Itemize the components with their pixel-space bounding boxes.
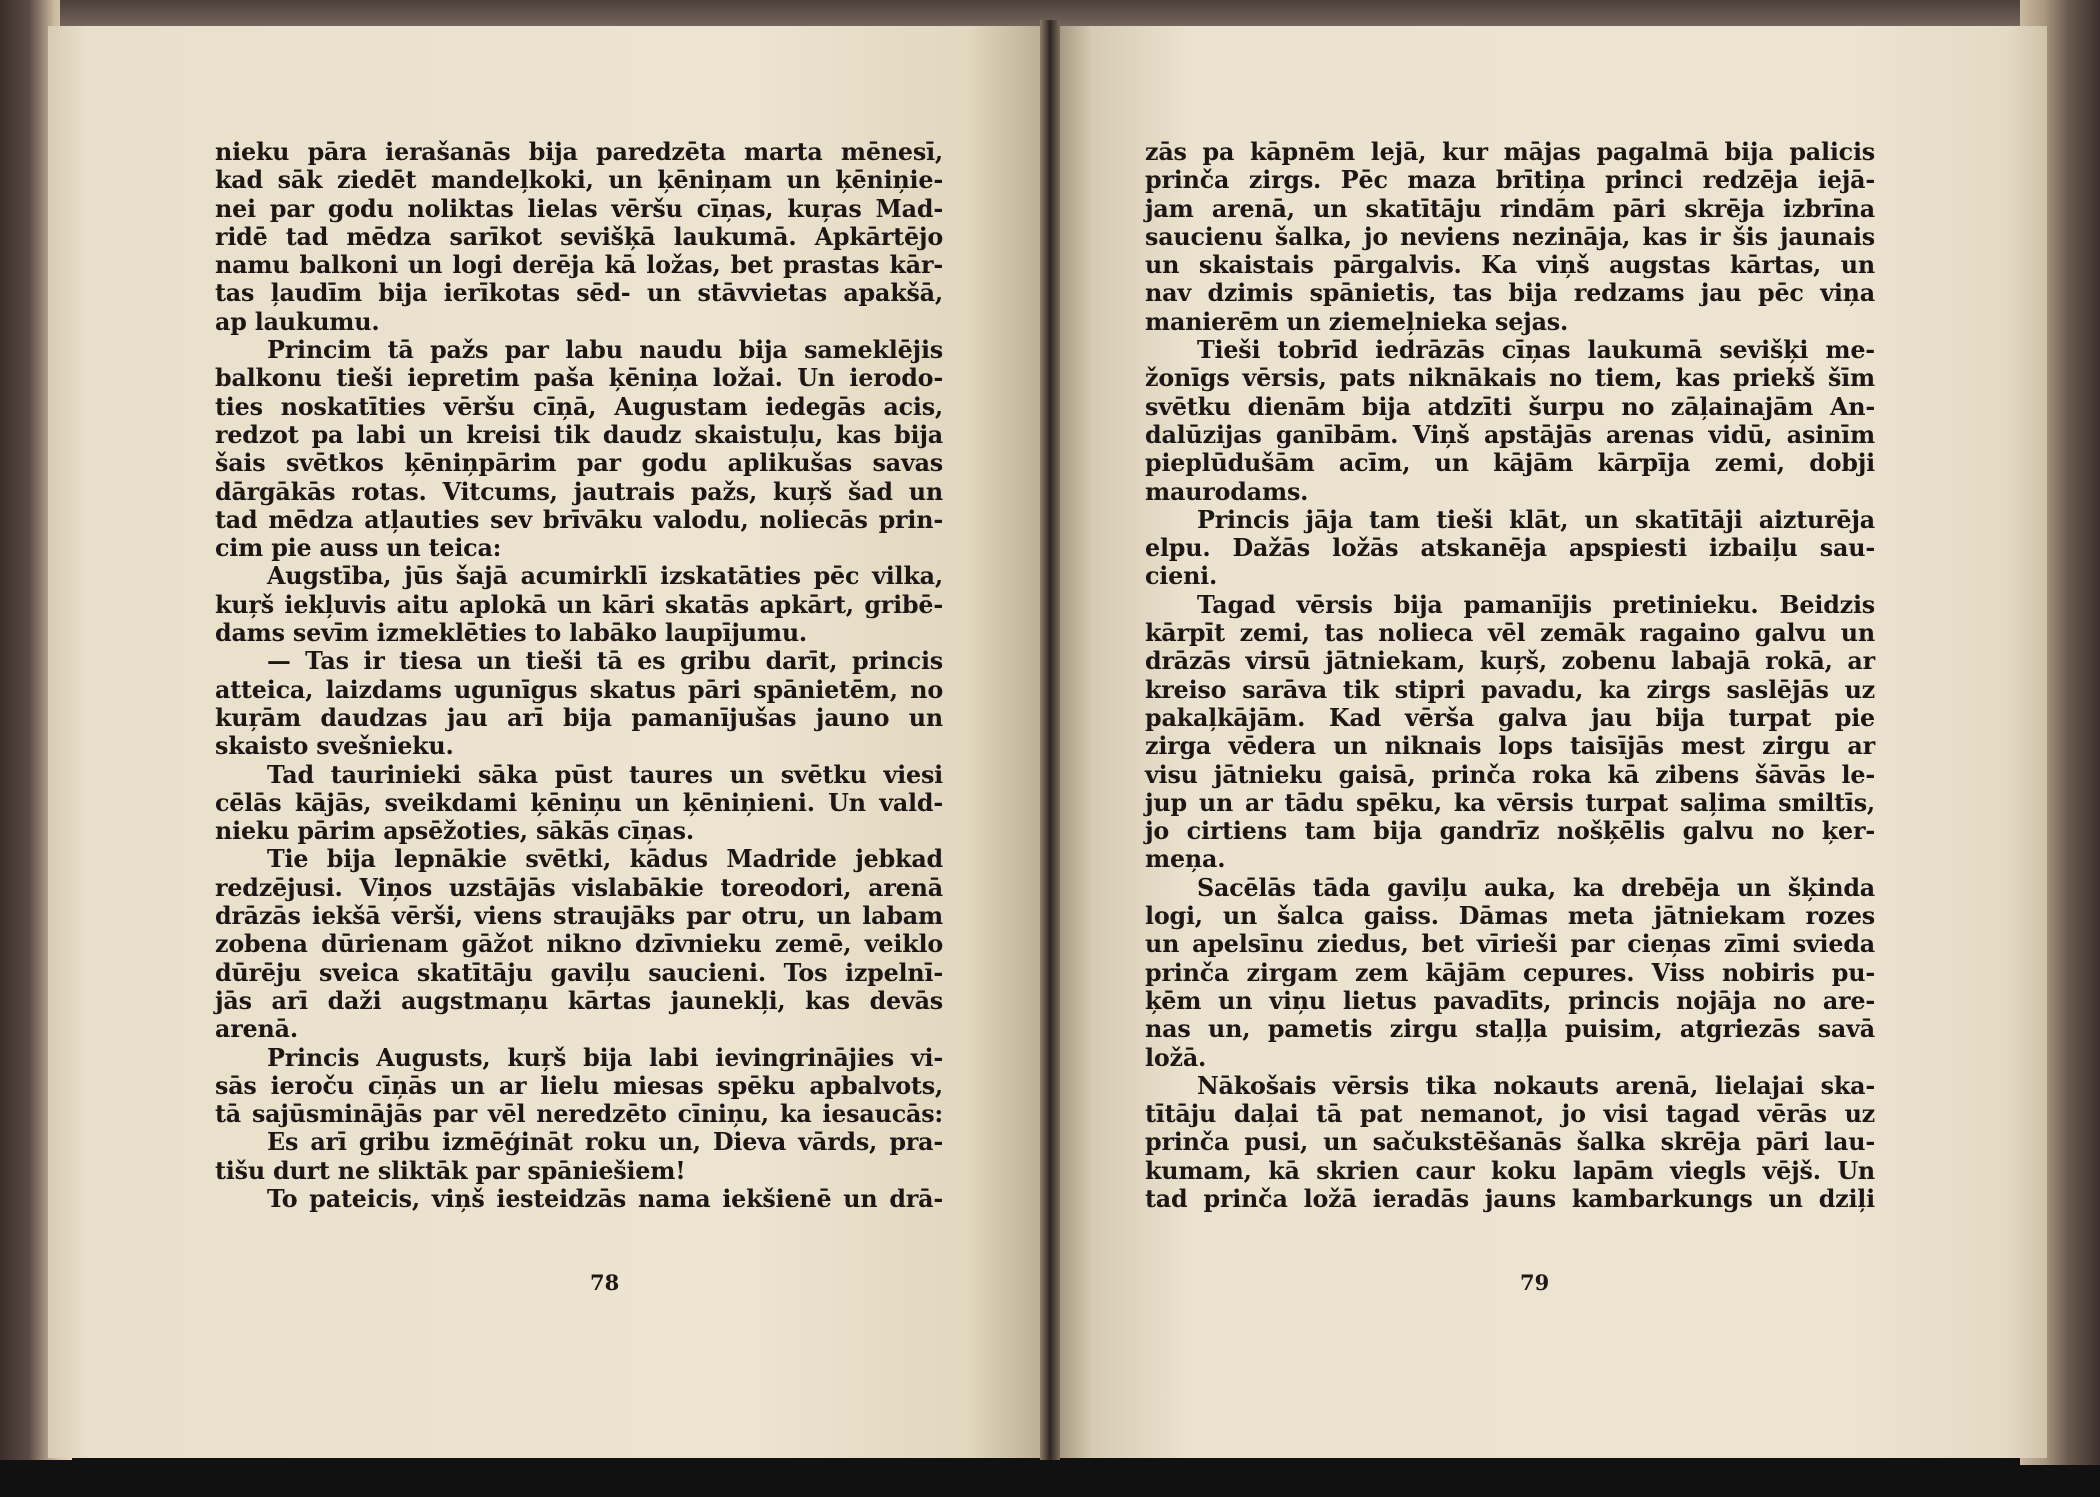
- text-line: meņa.: [1145, 845, 1226, 874]
- text-line: prinča pusi, un sačukstēšanās šalka skrēja pāri lau-: [1145, 1128, 1875, 1157]
- text-line: Tad taurinieki sāka pūst taures un svētku viesi: [267, 760, 943, 789]
- text-line: tad prinča ložā ieradās jauns kambarkungs un dziļi: [1145, 1184, 1875, 1213]
- text-line: Nākošais vērsis tika nokauts arenā, lielajai ska-: [1197, 1071, 1875, 1100]
- text-line: kuŗš iekļuvis aitu aplokā un kāri skatās apkārt, gribē-: [215, 590, 943, 619]
- text-line: pakaļkājām. Kad vērša galva jau bija turpat pie: [1145, 703, 1875, 732]
- text-line: Tieši tobrīd iedrāzās cīņas laukumā sevišķi me-: [1197, 336, 1875, 365]
- text-line: prinča zirgam zem kājām cepures. Viss nobiris pu-: [1145, 958, 1875, 987]
- text-line: logi, un šalca gaiss. Dāmas meta jātniekam rozes: [1145, 902, 1875, 931]
- text-line: jam arenā, un skatītāju rindām pāri skrēja izbrīna: [1145, 194, 1875, 223]
- text-line: nas un, pametis zirgu staļļa puisim, atgriezās savā: [1145, 1015, 1875, 1044]
- text-line: žonīgs vērsis, pats niknākais no tiem, kas priekš šīm: [1145, 364, 1875, 393]
- text-line: jup un ar tādu spēku, ka vērsis turpat saļima smiltīs,: [1145, 788, 1875, 817]
- text-line: drāzās virsū jātniekam, kuŗš, zobenu labajā rokā, ar: [1145, 647, 1875, 676]
- text-line: kuŗām daudzas jau arī bija pamanījušas jauno un: [215, 703, 943, 732]
- text-line: Princim tā pažs par labu naudu bija sameklējis: [267, 336, 943, 365]
- book-gutter: [1040, 20, 1060, 1460]
- text-line: kārpīt zemi, tas nolieca vēl zemāk ragaino galvu un: [1145, 619, 1875, 648]
- text-line: ložā.: [1145, 1043, 1207, 1072]
- text-line: tītāju daļai tā pat nemanot, jo visi tagad vērās uz: [1145, 1100, 1875, 1129]
- text-line: kumam, kā skrien caur koku lapām viegls vējš. Un: [1145, 1156, 1875, 1185]
- text-line: redzējusi. Viņos uzstājās vislabākie toreodori, arenā: [215, 873, 943, 902]
- text-line: ap laukumu.: [215, 307, 380, 336]
- left-page-text: [215, 138, 943, 1213]
- text-line: To pateicis, viņš iesteidzās nama iekšienē un drā-: [267, 1184, 943, 1213]
- text-line: tas ļaudīm bija ierīkotas sēd- un stāvvietas apakšā,: [215, 279, 943, 308]
- page-number-left: 78: [590, 1270, 620, 1295]
- right-page-text: [1145, 138, 1875, 1213]
- text-line: tad mēdza atļauties sev brīvāku valodu, noliecās prin-: [215, 505, 943, 534]
- text-line: balkonu tieši iepretim paša ķēniņa ložai. Un ierodo-: [215, 364, 943, 393]
- text-line: nav dzimis spānietis, tas bija redzams jau pēc viņa: [1145, 279, 1875, 308]
- text-line: sās ieroču cīņās un ar lielu miesas spēku apbalvots,: [215, 1071, 943, 1100]
- text-line: skaisto svešnieku.: [215, 732, 454, 761]
- text-line: Tagad vērsis bija pamanījis pretinieku. Beidzis: [1197, 590, 1875, 619]
- text-line: maurodams.: [1145, 477, 1309, 506]
- text-line: zās pa kāpnēm lejā, kur mājas pagalmā bija palicis: [1145, 138, 1875, 166]
- text-line: — Tas ir tiesa un tieši tā es gribu darīt, princis: [267, 647, 943, 676]
- text-line: saucienu šalka, jo neviens nezināja, kas ir šis jaunais: [1145, 222, 1875, 251]
- text-line: šais svētkos ķēniņpārim par godu aplikušas savas: [215, 449, 943, 478]
- text-line: atteica, laizdams ugunīgus skatus pāri spānietēm, no: [215, 675, 943, 704]
- text-line: Augstība, jūs šajā acumirklī izskatāties pēc vilka,: [267, 562, 943, 591]
- text-line: redzot pa labi un kreisi tik daudz skaistuļu, kas bija: [215, 420, 943, 449]
- text-line: zirga vēdera un niknais lops taisījās mest zirgu ar: [1145, 732, 1875, 761]
- text-line: cēlās kājās, sveikdami ķēniņu un ķēniņieni. Un vald-: [215, 788, 943, 817]
- text-line: tišu durt ne sliktāk par spāniešiem!: [215, 1156, 686, 1185]
- text-line: dams sevīm izmeklēties to labāko laupījumu.: [215, 619, 808, 648]
- text-line: namu balkoni un logi derēja kā ložas, bet prastas kār-: [215, 251, 943, 280]
- text-line: drāzās iekšā vērši, viens straujāks par otru, un labam: [215, 902, 943, 931]
- text-line: Princis Augusts, kuŗš bija labi ievingrinājies vi-: [267, 1043, 943, 1072]
- text-line: kreiso sarāva tik stipri pavadu, ka zirgs saslējās uz: [1145, 675, 1875, 704]
- text-line: ridē tad mēdza sarīkot sevišķā laukumā. Apkārtējo: [215, 222, 943, 251]
- text-line: arenā.: [215, 1015, 298, 1044]
- text-line: Es arī gribu izmēģināt roku un, Dieva vārds, pra-: [267, 1128, 943, 1157]
- text-line: elpu. Dažās ložās atskanēja apspiesti izbaiļu sau-: [1145, 534, 1875, 563]
- text-line: kad sāk ziedēt mandeļkoki, un ķēniņam un ķēniņie-: [215, 166, 943, 195]
- text-line: ķēm un viņu lietus pavadīts, princis nojāja no are-: [1145, 986, 1875, 1015]
- text-line: Tie bija lepnākie svētki, kādus Madride jebkad: [267, 845, 943, 874]
- text-line: visu jātnieku gaisā, prinča roka kā zibens šāvās le-: [1145, 760, 1875, 789]
- text-line: cieni.: [1145, 562, 1218, 591]
- text-line: un skaistais pārgalvis. Ka viņš augstas kārtas, un: [1145, 251, 1875, 280]
- text-line: ties noskatīties vēršu cīņā, Augustam iedegās acis,: [215, 392, 943, 421]
- text-line: svētku dienām bija atdzīti šurpu no zāļainajām An-: [1145, 392, 1875, 421]
- text-line: manierēm un ziemeļnieka sejas.: [1145, 307, 1569, 336]
- text-line: prinča zirgs. Pēc maza brītiņa princi redzēja iejā-: [1145, 166, 1875, 195]
- text-line: pieplūdušām acīm, un kājām kārpīja zemi, dobji: [1145, 449, 1875, 478]
- text-line: dalūzijas ganībām. Viņš apstājās arenas vidū, asinīm: [1145, 420, 1875, 449]
- text-line: nieku pārim apsēžoties, sākās cīņas.: [215, 817, 694, 846]
- text-line: nieku pāra ierašanās bija paredzēta marta mēnesī,: [215, 138, 943, 166]
- text-line: dūrēju sveica skatītāju gaviļu saucieni. Tos izpelnī-: [215, 958, 943, 987]
- text-line: dārgākās rotas. Vitcums, jautrais pažs, kuŗš šad un: [215, 477, 943, 506]
- text-line: jo cirtiens tam bija gandrīz nošķēlis galvu no ķer-: [1145, 817, 1875, 846]
- text-line: un apelsīnu ziedus, bet vīrieši par cieņas zīmi svieda: [1145, 930, 1875, 959]
- text-line: nei par godu noliktas lielas vēršu cīņas, kuŗas Mad-: [215, 194, 943, 223]
- text-line: Princis jāja tam tieši klāt, un skatītāji aizturēja: [1197, 505, 1875, 534]
- text-line: Sacēlās tāda gaviļu auka, ka drebēja un šķinda: [1197, 873, 1875, 902]
- page-number-right: 79: [1520, 1270, 1550, 1295]
- text-line: zobena dūrienam gāžot nikno dzīvnieku zemē, veiklo: [215, 930, 943, 959]
- text-line: jās arī daži augstmaņu kārtas jaunekļi, kas devās: [215, 986, 943, 1015]
- text-line: cim pie auss un teica:: [215, 534, 502, 563]
- text-line: tā sajūsminājās par vēl neredzēto cīniņu, ka iesaucās:: [215, 1100, 943, 1129]
